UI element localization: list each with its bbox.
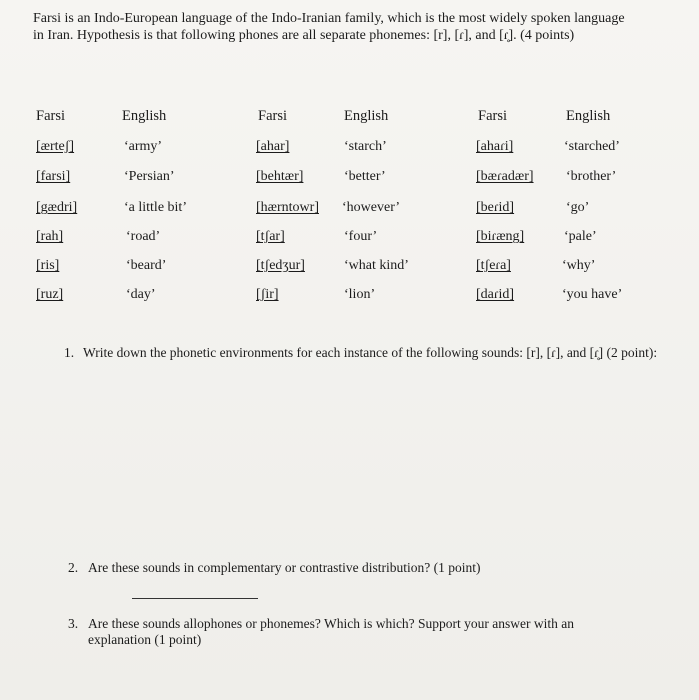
table-row xyxy=(0,287,699,307)
header-farsi-3: Farsi xyxy=(478,108,507,124)
english-gloss: ‘you have’ xyxy=(562,287,623,302)
question-1 xyxy=(64,345,664,385)
farsi-word: [tʃedʒur] xyxy=(256,258,305,273)
english-gloss: ‘brother’ xyxy=(566,169,617,184)
english-gloss: ‘four’ xyxy=(344,229,378,244)
table-row xyxy=(0,229,699,249)
header-english-2: English xyxy=(344,108,389,124)
english-gloss: ‘starched’ xyxy=(564,139,620,154)
table-row xyxy=(0,200,699,220)
farsi-word: [behtær] xyxy=(256,169,304,184)
english-gloss: ‘Persian’ xyxy=(124,169,175,184)
farsi-word: [biɾæng] xyxy=(476,229,525,244)
question-text: Are these sounds in complementary or contrastive distribution? (1 point) xyxy=(88,560,481,575)
header-english-3: English xyxy=(566,108,611,124)
english-gloss: ‘pale’ xyxy=(564,229,597,244)
question-text: Are these sounds allophones or phonemes? Which is which? Support your answer with an explanation (1 point) xyxy=(88,616,575,647)
english-gloss: ‘a little bit’ xyxy=(124,200,187,215)
english-gloss: ‘beard’ xyxy=(126,258,167,273)
english-gloss: ‘road’ xyxy=(126,229,161,244)
english-gloss: ‘day’ xyxy=(126,287,156,302)
english-gloss: ‘go’ xyxy=(566,200,590,215)
english-gloss: ‘better’ xyxy=(344,169,386,184)
table-row xyxy=(0,258,699,278)
question-number: 3. xyxy=(68,616,79,631)
farsi-word: [hærntowr] xyxy=(256,200,319,215)
intro-paragraph: Farsi is an Indo-European language of the Indo-Iranian family, which is the most widely spoken language in Iran. Hypothesis is that following phones are all separate phonemes: [r], [ɾ], and [ɾ̥]. (4 points) xyxy=(33,11,625,43)
question-2 xyxy=(68,560,668,580)
answer-line xyxy=(132,598,258,599)
question-number: 2. xyxy=(68,560,79,575)
farsi-word: [ʃir] xyxy=(256,287,279,302)
table-row xyxy=(0,169,699,189)
english-gloss: ‘lion’ xyxy=(344,287,376,302)
question-3 xyxy=(68,616,668,656)
farsi-word: [gædri] xyxy=(36,200,78,215)
farsi-word: [ahaɾi] xyxy=(476,139,514,154)
farsi-word: [bæɾadær] xyxy=(476,169,534,184)
farsi-word: [ruz] xyxy=(36,287,64,302)
table-row xyxy=(0,139,699,159)
farsi-word: [farsi] xyxy=(36,169,71,184)
farsi-word: [ris] xyxy=(36,258,60,273)
english-gloss: ‘however’ xyxy=(342,200,401,215)
english-gloss: ‘starch’ xyxy=(344,139,387,154)
english-gloss: ‘what kind’ xyxy=(344,258,409,273)
farsi-word: [rah] xyxy=(36,229,64,244)
farsi-word: [daɾid] xyxy=(476,287,515,302)
farsi-word: [tʃar] xyxy=(256,229,285,244)
question-text: Write down the phonetic environments for each instance of the following sounds: [r], [ɾ], and [ɾ̥] (2 point): xyxy=(83,345,658,360)
farsi-word: [tʃeɾa] xyxy=(476,258,511,273)
question-number: 1. xyxy=(64,345,75,360)
farsi-word: [beɾid] xyxy=(476,200,515,215)
header-farsi-2: Farsi xyxy=(258,108,287,124)
farsi-word: [ærteʃ] xyxy=(36,139,75,154)
header-english-1: English xyxy=(122,108,167,124)
table-header xyxy=(0,108,699,128)
english-gloss: ‘army’ xyxy=(124,139,163,154)
english-gloss: ‘why’ xyxy=(562,258,596,273)
farsi-word: [ahar] xyxy=(256,139,290,154)
header-farsi-1: Farsi xyxy=(36,108,65,124)
